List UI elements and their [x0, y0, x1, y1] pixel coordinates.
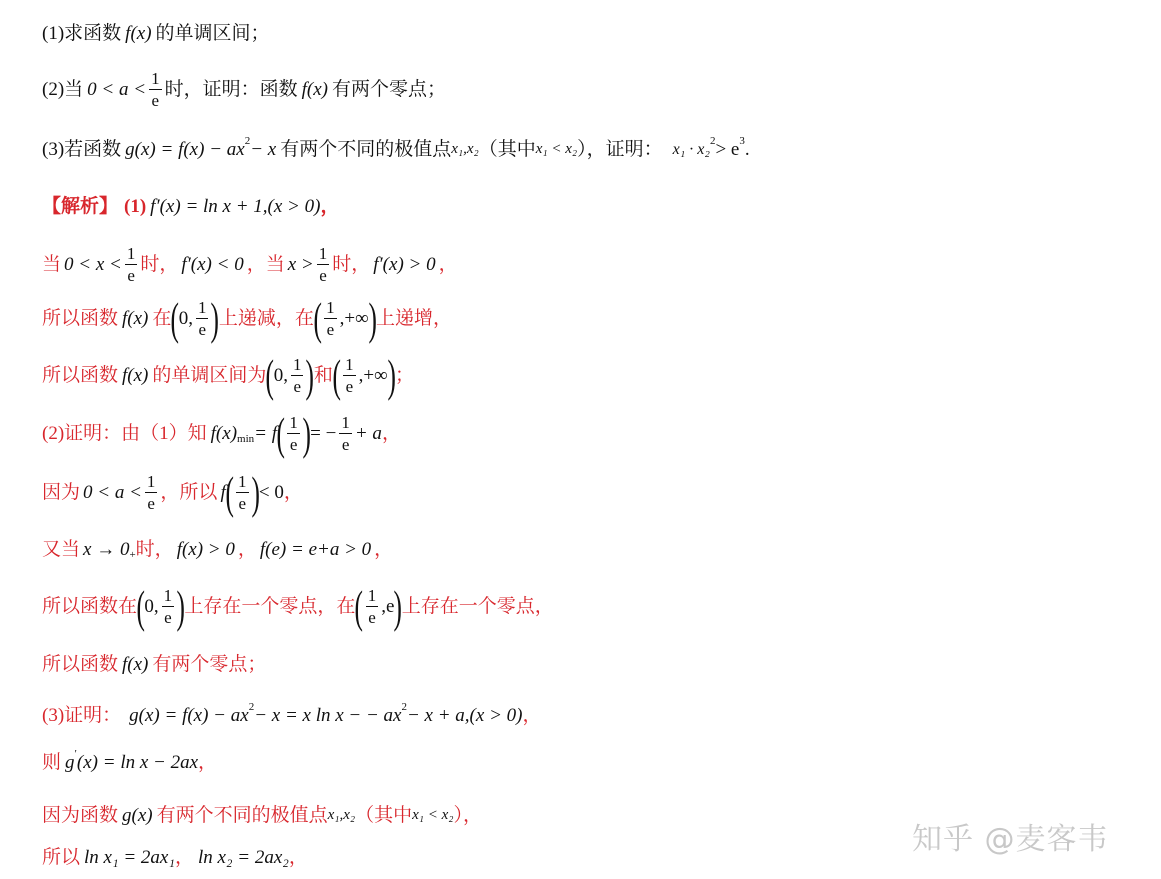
- analysis-line-1: [42, 197, 339, 216]
- frac-num: 1: [367, 586, 377, 606]
- l13-c: ，: [174, 847, 194, 868]
- l10-d: − x + a,(x > 0): [406, 705, 523, 726]
- l13-b: ln x₁ = 2ax₁: [84, 847, 175, 868]
- l5-e: + a: [354, 423, 382, 445]
- frac-den: e: [293, 377, 301, 397]
- paren-open: (: [136, 581, 145, 632]
- analysis-line-11: [42, 748, 218, 773]
- q2-fx: f(x): [301, 79, 328, 100]
- l6-c: ，所以: [160, 482, 218, 504]
- l9-a: 所以函数: [42, 654, 119, 675]
- l2-i: ，: [438, 254, 458, 275]
- frac-den: e: [345, 377, 354, 397]
- analysis-line-2: [42, 245, 458, 284]
- analysis-line-6: [42, 467, 303, 518]
- l4-e: 和: [313, 365, 333, 387]
- l2-e: ，当: [246, 254, 285, 275]
- frac-den: e: [147, 494, 155, 514]
- l8-frac-1: [162, 587, 175, 626]
- analysis-line-10: [42, 701, 542, 726]
- l7-e: ，: [237, 539, 257, 560]
- l11-d: ，: [198, 752, 218, 773]
- q3-sq: 2: [244, 135, 251, 147]
- l4-g: ；: [395, 365, 415, 387]
- l3-f: ,+∞: [339, 308, 369, 330]
- analysis-line-4: [42, 350, 415, 401]
- l12-c: 有两个不同的极值点: [156, 805, 328, 826]
- l5-d: = −: [310, 423, 337, 445]
- l5-c: = f: [254, 423, 278, 445]
- l5-min: min: [237, 433, 255, 446]
- q3-sq2: 2: [709, 135, 716, 147]
- l2-f: x >: [287, 254, 314, 275]
- l6-frac-2: [236, 473, 249, 512]
- l13-d: ln x₂ = 2ax₂: [197, 847, 289, 868]
- frac-den: e: [151, 91, 160, 110]
- l3-frac-2: [324, 299, 337, 338]
- paren-open: (: [332, 350, 341, 401]
- frac-num: 1: [345, 355, 354, 375]
- q2-tail2: 有两个零点；: [331, 79, 446, 100]
- frac-num: 1: [151, 69, 160, 88]
- l12-e: （其中: [355, 805, 413, 826]
- q3-gt: > e: [715, 139, 740, 160]
- frac-num: 1: [341, 413, 350, 433]
- q3-ineq: x₁ · x₂: [672, 140, 710, 158]
- l3-g: 上递增，: [376, 308, 453, 330]
- l11-prime: ′: [74, 748, 77, 760]
- q3-gdef2: − x: [250, 139, 277, 160]
- l8-e: 上存在一个零点，: [401, 596, 554, 618]
- l12-g: ），: [453, 805, 483, 826]
- l13-a: 所以: [42, 847, 81, 868]
- l13-e: ，: [288, 847, 308, 868]
- frac-num: 1: [318, 244, 328, 263]
- l5-frac-1: [287, 414, 300, 453]
- l4-frac-1: [291, 356, 304, 395]
- l10-a: (3)证明：: [42, 705, 122, 726]
- frac-den: e: [198, 320, 206, 340]
- l2-frac-1: [125, 245, 138, 284]
- frac-den: e: [164, 608, 172, 628]
- l2-b: 0 < x <: [64, 254, 122, 275]
- q2-ineq: 0 < a <: [87, 79, 147, 100]
- l4-b: f(x): [122, 365, 149, 387]
- l8-b: 0,: [144, 596, 159, 618]
- q1-fx: f(x): [125, 23, 152, 44]
- q2-label: (2): [42, 79, 65, 100]
- analysis-line-12: [42, 806, 482, 825]
- l2-h: f′(x) > 0: [373, 254, 436, 275]
- q3-paren: （其中: [478, 139, 536, 160]
- q3-paren-end: ），证明：: [577, 139, 663, 160]
- q3-pts: x₁,x₂: [451, 141, 479, 157]
- l11-b: g: [65, 752, 75, 773]
- l12-d: x₁,x₂: [327, 807, 356, 823]
- paren-close: ): [210, 293, 220, 344]
- l2-frac-2: [317, 245, 330, 284]
- l3-d: 0,: [178, 308, 193, 330]
- q3-text2: 有两个不同的极值点: [280, 139, 452, 160]
- q3-text1: 若函数: [64, 139, 122, 160]
- frac-den: e: [127, 266, 135, 285]
- l2-g: 时，: [332, 254, 371, 275]
- l4-d: 0,: [273, 365, 288, 387]
- q2-fraction: [149, 70, 162, 109]
- q3-cube: 3: [739, 135, 745, 147]
- frac-den: e: [368, 608, 376, 628]
- paren-open: (: [170, 293, 180, 344]
- analysis-l1-end: ，: [320, 196, 340, 217]
- l9-c: 有两个零点；: [152, 654, 267, 675]
- l3-e: 上递减，在: [218, 308, 314, 330]
- q1-tail: 的单调区间；: [155, 23, 270, 44]
- l12-a: 因为函数: [42, 805, 119, 826]
- l12-b: g(x): [122, 805, 153, 826]
- paren-close: ): [387, 350, 396, 401]
- analysis-line-13: [42, 848, 308, 867]
- paren-open: (: [265, 350, 275, 401]
- frac-num: 1: [292, 355, 302, 375]
- l4-a: 所以函数: [42, 365, 119, 387]
- paren-open: (: [354, 581, 364, 632]
- q3-end: .: [744, 139, 750, 160]
- l7-c: 时，: [135, 539, 174, 560]
- analysis-line-9: [42, 655, 266, 674]
- frac-num: 1: [238, 472, 247, 492]
- analysis-l1-label: (1): [124, 196, 147, 217]
- l8-d: ,e: [381, 596, 395, 618]
- analysis-line-5: [42, 408, 401, 459]
- l3-frac-1: [196, 299, 209, 338]
- l2-a: 当: [42, 254, 62, 275]
- l8-c: 上存在一个零点，在: [184, 596, 356, 618]
- q1-text: 求函数: [64, 23, 122, 44]
- l4-frac-2: [343, 356, 356, 395]
- l6-f: ，: [283, 482, 303, 504]
- l10-b: g(x) = f(x) − ax: [129, 705, 249, 726]
- l7-plus: +: [129, 549, 136, 561]
- analysis-tag: 【解析】: [42, 196, 119, 217]
- l11-c: (x) = ln x − 2ax: [76, 752, 199, 773]
- frac-num: 1: [146, 472, 156, 492]
- l6-a: 因为: [42, 482, 81, 504]
- l3-b: f(x): [122, 308, 149, 330]
- l3-a: 所以函数: [42, 308, 119, 330]
- l3-c: 在: [152, 308, 172, 330]
- paren-close: ): [176, 581, 185, 632]
- frac-den: e: [289, 435, 298, 455]
- question-3: [42, 135, 750, 160]
- q2-when: 当: [64, 79, 84, 100]
- analysis-line-7: [42, 540, 393, 559]
- l6-b: 0 < a <: [83, 482, 142, 504]
- q1-label: (1): [42, 23, 65, 44]
- frac-num: 1: [289, 413, 298, 433]
- frac-den: e: [238, 494, 247, 514]
- frac-den: e: [341, 435, 350, 455]
- l6-frac-1: [145, 473, 158, 512]
- l7-a: 又当: [42, 539, 81, 560]
- q2-tail1: 时，证明：函数: [164, 79, 298, 100]
- l5-frac-2: [339, 414, 352, 453]
- q3-gdef: g(x) = f(x) − ax: [125, 139, 245, 160]
- l4-c: 的单调区间为: [152, 365, 267, 387]
- paren-open: (: [276, 408, 285, 459]
- l12-f: x₁ < x₂: [412, 807, 454, 823]
- l10-sq2: 2: [401, 701, 407, 713]
- frac-num: 1: [197, 298, 207, 318]
- frac-den: e: [326, 320, 335, 340]
- l5-a: (2)证明：由（1）知: [42, 423, 207, 445]
- l6-e: < 0: [258, 482, 284, 504]
- paren-close: ): [393, 581, 403, 632]
- q3-label: (3): [42, 139, 65, 160]
- l9-b: f(x): [122, 654, 149, 675]
- l2-c: 时，: [140, 254, 179, 275]
- l10-sq: 2: [248, 701, 255, 713]
- l5-f: ，: [381, 423, 401, 445]
- l4-f: ,+∞: [358, 365, 388, 387]
- zhihu-watermark: 知乎 @麦客韦: [912, 822, 1109, 857]
- l11-a: 则: [42, 752, 62, 773]
- l8-frac-2: [366, 587, 379, 626]
- l8-a: 所以函数在: [42, 596, 138, 618]
- question-2: [42, 70, 446, 109]
- analysis-line-8: [42, 581, 554, 632]
- question-1: [42, 24, 270, 43]
- paren-open: (: [225, 467, 234, 518]
- l7-b: x → 0: [83, 539, 130, 560]
- q3-cond: x₁ < x₂: [535, 141, 578, 157]
- frac-num: 1: [163, 586, 173, 606]
- l10-c: − x = x ln x − − ax: [254, 705, 402, 726]
- l5-b: f(x): [210, 423, 238, 445]
- paren-close: ): [368, 293, 377, 344]
- l7-f: f(e) = e+a > 0: [259, 539, 372, 560]
- paren-open: (: [313, 293, 322, 344]
- l7-d: f(x) > 0: [176, 539, 235, 560]
- paren-close: ): [305, 350, 315, 401]
- l6-d: f: [220, 482, 226, 504]
- frac-num: 1: [126, 244, 136, 263]
- l7-g: ，: [374, 539, 394, 560]
- paren-close: ): [302, 408, 311, 459]
- analysis-l1-math: f′(x) = ln x + 1,(x > 0): [150, 196, 321, 217]
- l2-d: f′(x) < 0: [181, 254, 244, 275]
- analysis-line-3: [42, 293, 453, 344]
- frac-den: e: [319, 266, 327, 285]
- paren-close: ): [250, 467, 260, 518]
- frac-num: 1: [326, 298, 335, 318]
- l10-e: ，: [522, 705, 542, 726]
